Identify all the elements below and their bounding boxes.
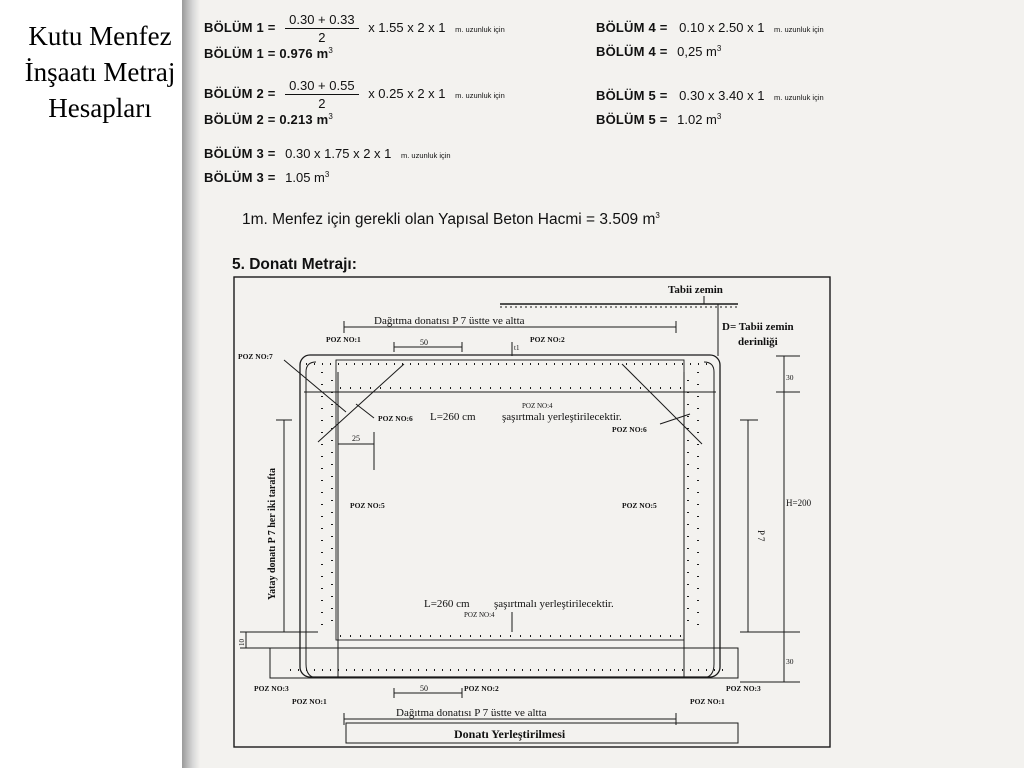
poz4-bottom: POZ NO:4 (464, 611, 495, 619)
bolum-3-note: m. uzunluk için (401, 151, 451, 160)
bolum-5-rest: 0.30 x 3.40 x 1 (679, 88, 765, 103)
bolum-2-numerator: 0.30 + 0.55 (285, 78, 358, 95)
bolum-5-note: m. uzunluk için (774, 93, 824, 102)
l260-top: L=260 cm (430, 411, 476, 423)
bolum-2-label: BÖLÜM 2 = (204, 85, 276, 101)
bolum-4-result-unit-exp: 3 (716, 44, 722, 53)
bolum-1-result-unit-exp: 3 (328, 46, 333, 55)
bolum-2-rest: x 0.25 x 2 x 1 (368, 85, 446, 101)
bolum-1-note: m. uzunluk için (455, 24, 505, 34)
sasirtma-top: şaşırtmalı yerleştirilecektir. (502, 411, 622, 423)
d-label-1: D= Tabii zemin (722, 321, 794, 333)
bolum-2-result-unit-exp: 3 (328, 112, 333, 121)
yatay-label: Yatay donatı P 7 her iki tarafta (267, 467, 278, 600)
bolum-2-note: m. uzunluk için (455, 90, 505, 100)
dagitma-top-label: Dağıtma donatısı P 7 üstte ve altta (374, 315, 525, 327)
base-slab (270, 648, 738, 678)
bolum-3-label: BÖLÜM 3 = (204, 146, 276, 161)
bolum-4-note: m. uzunluk için (774, 25, 824, 34)
caption-label: Donatı Yerleştirilmesi (454, 727, 566, 741)
poz1-bottom-right: POZ NO:1 (690, 697, 725, 706)
tabii-zemin-label: Tabii zemin (668, 284, 723, 296)
poz7-leader (284, 360, 346, 412)
sasirtma-bottom: şaşırtmalı yerleştirilecektir. (494, 598, 614, 610)
bolum-5-result-unit-exp: 3 (716, 112, 722, 121)
poz4-top: POZ NO:4 (522, 402, 553, 410)
bolum-5-label: BÖLÜM 5 = (596, 88, 668, 103)
poz6-right-leader (660, 414, 690, 424)
bolum-4-result-value: 0,25 m (677, 44, 717, 60)
poz6-left: POZ NO:6 (378, 414, 413, 423)
dim-p7: P 7 (756, 530, 766, 542)
poz6-left-leader (356, 404, 374, 418)
total-concrete-unit-exp: 3 (655, 211, 660, 220)
dim-30-top: 30 (786, 373, 794, 382)
bolum-3-result-unit-exp: 3 (324, 170, 330, 179)
total-concrete-text: 1m. Menfez için gerekli olan Yapısal Beton Hacmi = 3.509 m (242, 211, 656, 229)
d-label-2: derinliği (738, 336, 778, 348)
left-bottom-hook (306, 640, 318, 678)
bolum-1-result-text: BÖLÜM 1 = 0.976 m (204, 46, 329, 62)
poz2-top: POZ NO:2 (530, 335, 565, 344)
poz3-left: POZ NO:3 (254, 684, 289, 693)
bolum-3-result-label: BÖLÜM 3 = (204, 170, 276, 186)
poz6-right: POZ NO:6 (612, 425, 647, 434)
slide-title-line-1: Kutu Menfez (28, 21, 172, 51)
bolum-1-numerator: 0.30 + 0.33 (285, 12, 358, 29)
slide-title-line-2: İnşaatı Metraj (24, 57, 176, 87)
poz3-right: POZ NO:3 (726, 684, 761, 693)
bolum-1-rest: x 1.55 x 2 x 1 (368, 19, 446, 35)
dim-30-bottom: 30 (786, 657, 794, 666)
section-heading: 5. Donatı Metrajı: (232, 256, 357, 273)
right-bottom-hook (702, 640, 714, 678)
poz5-left: POZ NO:5 (350, 501, 385, 510)
bolum-2-result-text: BÖLÜM 2 = 0.213 m (204, 112, 329, 128)
poz1-bottom-left: POZ NO:1 (292, 697, 327, 706)
left-haunch (318, 364, 404, 442)
poz5-right: POZ NO:5 (622, 501, 657, 510)
right-outer-bar (704, 362, 714, 640)
bolum-5-result-value: 1.02 m (677, 112, 717, 128)
dim-50-bottom: 50 (420, 684, 428, 693)
dim-10: 10 (238, 639, 246, 646)
bolum-5-result-label: BÖLÜM 5 = (596, 112, 668, 128)
slide-title-line-3: Hesapları (48, 93, 152, 123)
l260-bottom: L=260 cm (424, 598, 470, 610)
bolum-3-rest: 0.30 x 1.75 x 2 x 1 (285, 146, 392, 161)
dagitma-bottom-label: Dağıtma donatısı P 7 üstte ve altta (396, 707, 547, 719)
dim-25: 25 (352, 434, 360, 443)
poz1-top: POZ NO:1 (326, 335, 361, 344)
bolum-4-label: BÖLÜM 4 = (596, 20, 668, 35)
left-outer-bar (306, 362, 316, 640)
culvert-outline (300, 355, 720, 677)
bolum-2-denominator: 2 (318, 96, 326, 111)
bolum-4-result-label: BÖLÜM 4 = (596, 44, 668, 60)
bolum-4-rest: 0.10 x 2.50 x 1 (679, 20, 765, 35)
bolum-3-result-value: 1.05 m (285, 170, 325, 186)
t1-label: t1 (514, 344, 520, 352)
dim-50-top: 50 (420, 338, 428, 347)
poz7-label: POZ NO:7 (238, 352, 273, 361)
bolum-1-label: BÖLÜM 1 = (204, 19, 276, 35)
poz2-bottom: POZ NO:2 (464, 684, 499, 693)
bolum-1-denominator: 2 (318, 30, 326, 45)
dim-h200: H=200 (786, 498, 812, 508)
